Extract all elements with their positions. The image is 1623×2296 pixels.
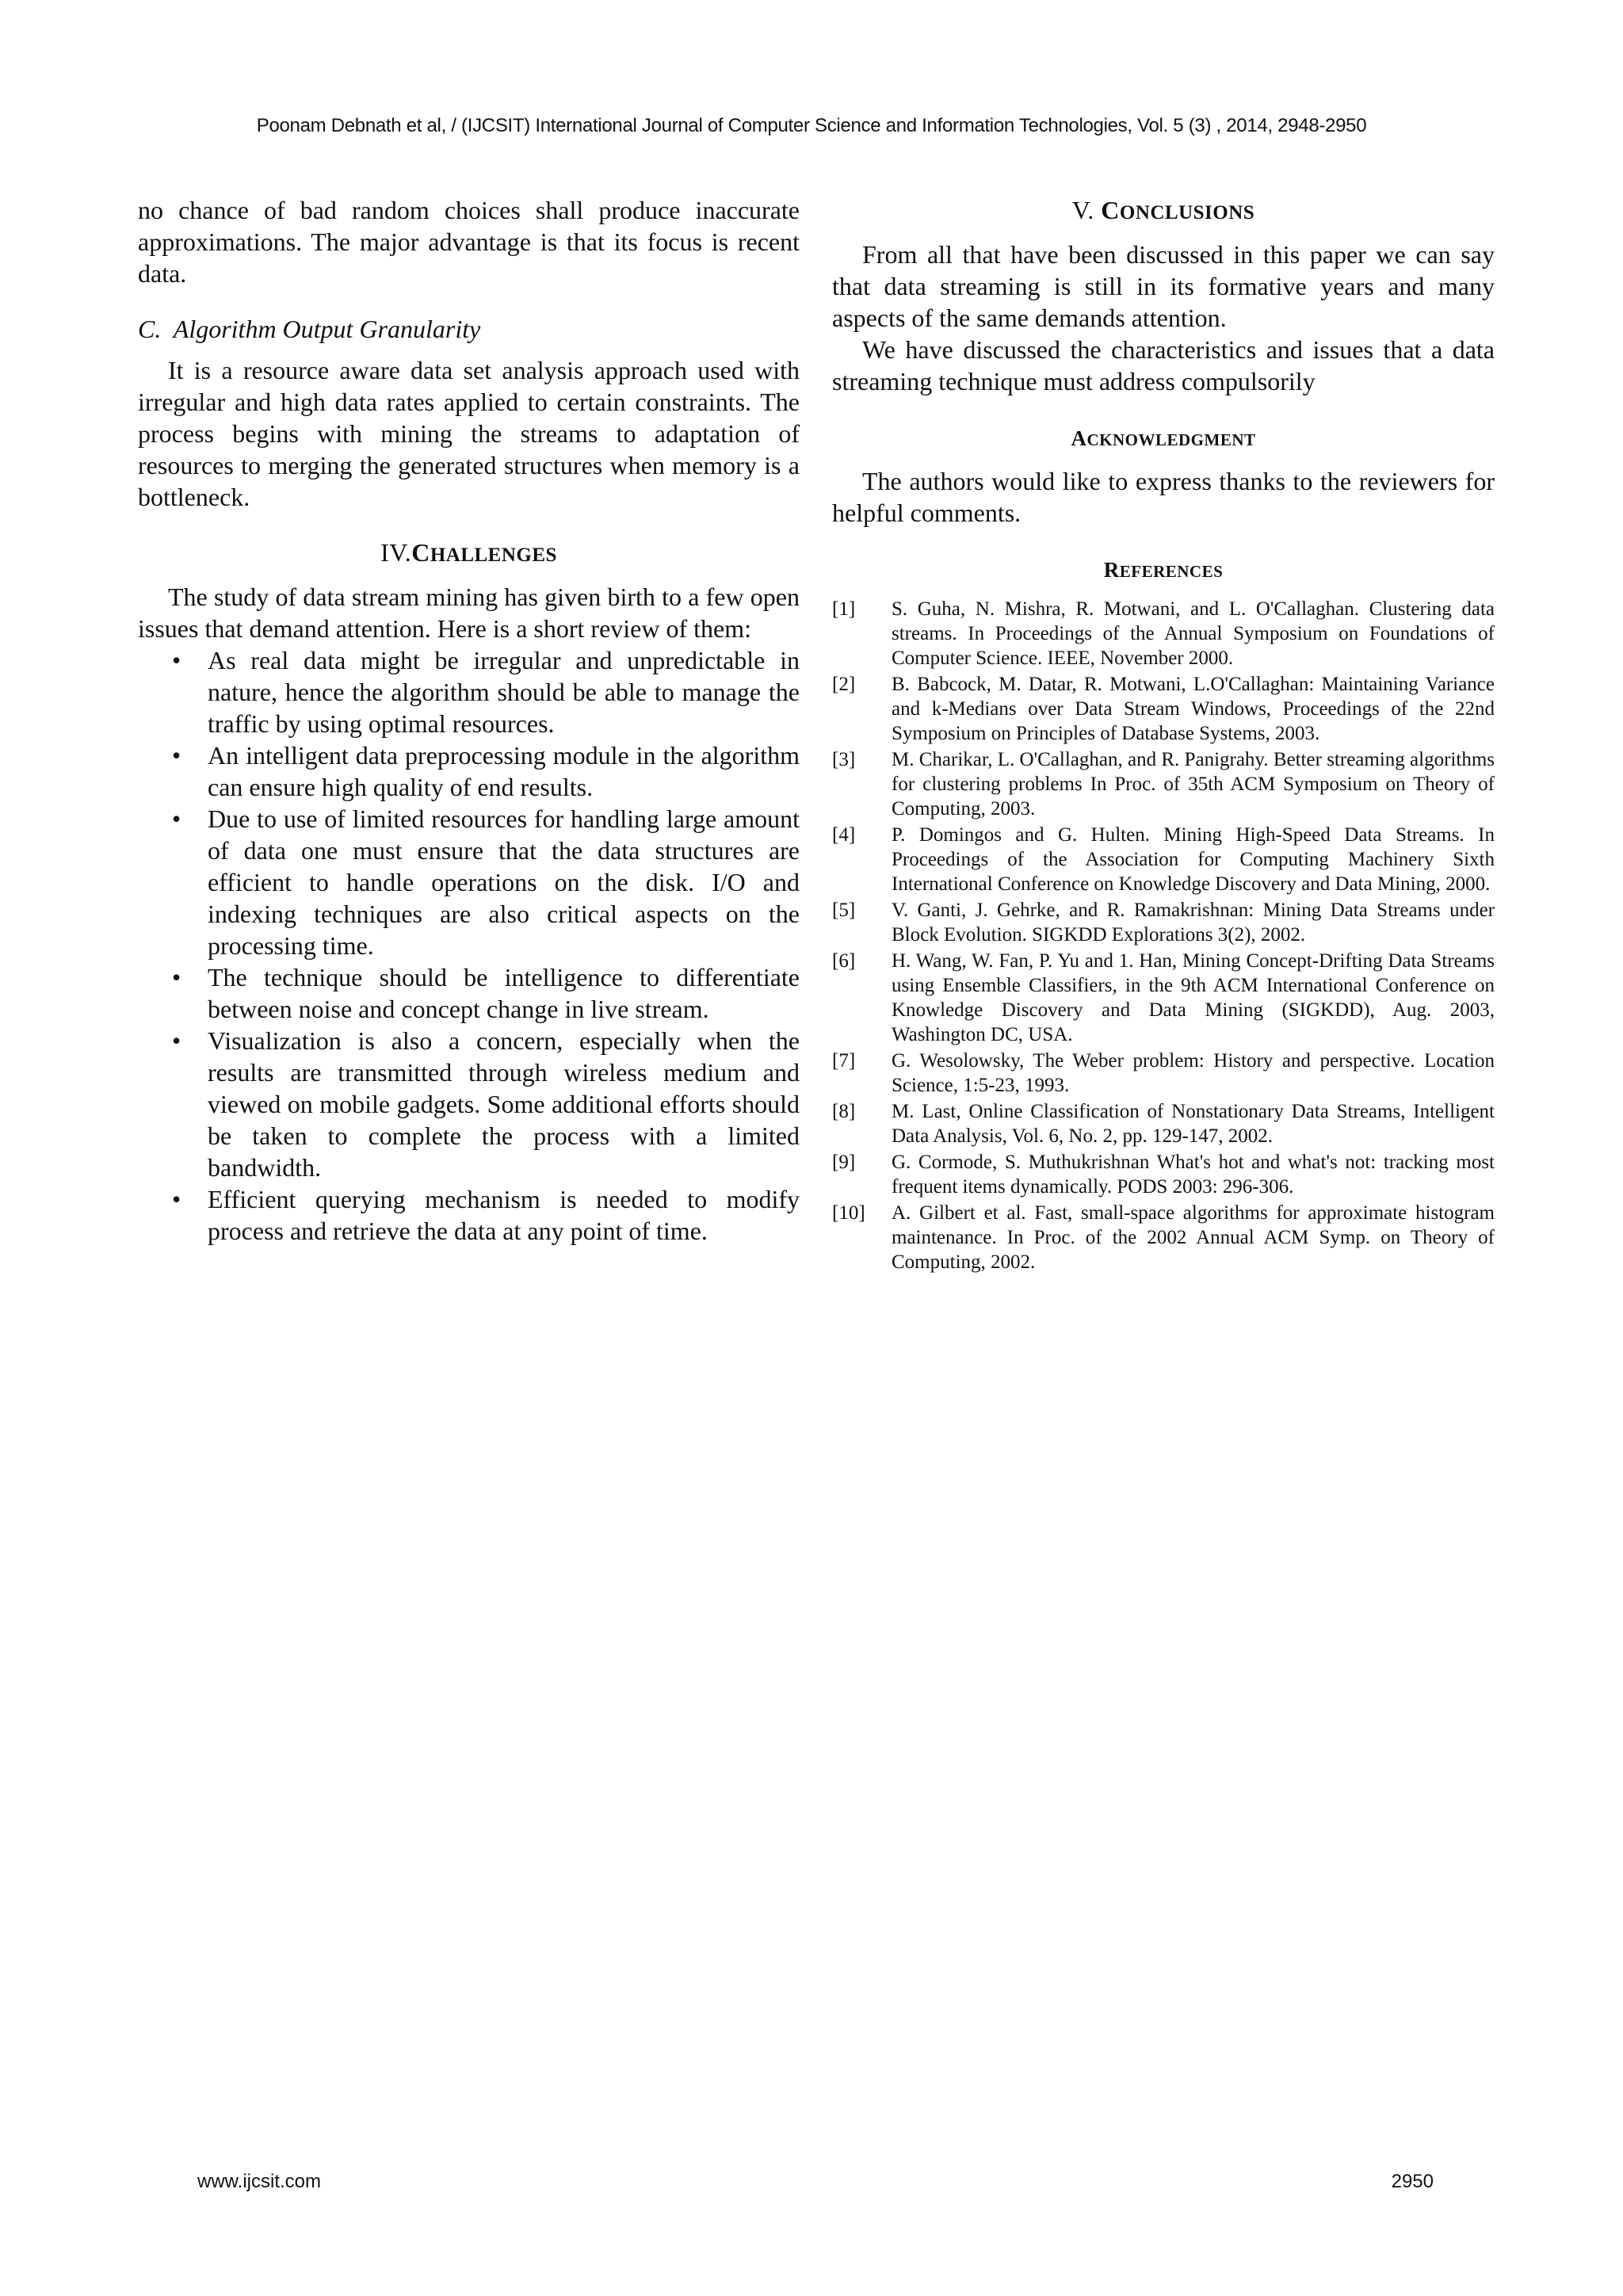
subsection-heading-c [138, 313, 800, 345]
section-title-initial: A [1071, 426, 1087, 450]
reference-text: A. Gilbert et al. Fast, small-space algorithms for approximate histogram maintenance. In Proc. of the 2002 Annual ACM Symp. on Theory of Computing, 2002. [892, 1202, 1495, 1273]
reference-item [832, 1201, 1495, 1274]
reference-item [832, 823, 1495, 896]
reference-item [832, 672, 1495, 746]
footer-website: www.ijcsit.com [197, 2171, 322, 2192]
intro-paragraph: no chance of bad random choices shall produce inaccurate approximations. The major advantage is that its focus is recent data. [138, 196, 800, 288]
reference-text: G. Cormode, S. Muthukrishnan What's hot and what's not: tracking most frequent items dynamically. PODS 2003: 296-306. [892, 1152, 1495, 1198]
reference-item [832, 898, 1495, 947]
running-header: Poonam Debnath et al, / (IJCSIT) International Journal of Computer Science and Information Technologies, Vol. 5 (3) , 2014, 2948-2950 [256, 115, 1367, 136]
reference-text: M. Last, Online Classification of Nonstationary Data Streams, Intelligent Data Analysis, Vol. 6, No. 2, pp. 129-147, 2002. [892, 1101, 1495, 1147]
reference-item [832, 1099, 1495, 1148]
reference-number: [8] [832, 1101, 856, 1122]
reference-text: M. Charikar, L. O'Callaghan, and R. Panigrahy. Better streaming algorithms for clustering problems In Proc. of 35th ACM Symposium on Theory of Computing, 2003. [892, 749, 1495, 819]
section-numeral: IV. [380, 538, 412, 567]
list-item [172, 1025, 800, 1183]
reference-number: [6] [832, 950, 856, 972]
list-item [172, 1183, 800, 1247]
right-column [832, 194, 1495, 1276]
conclusions-paragraph-2: We have discussed the characteristics and issues that a data streaming technique must address compulsorily [832, 335, 1495, 395]
reference-number: [7] [832, 1050, 856, 1072]
list-item-text: Visualization is also a concern, especially when the results are transmitted through wireless medium and viewed on mobile gadgets. Some additional efforts should be taken to complete the process with a limited bandwidth. [208, 1026, 800, 1182]
reference-text: S. Guha, N. Mishra, R. Motwani, and L. O'Callaghan. Clustering data streams. In Proceedings of the Annual Symposium on Foundations of Computer Science. IEEE, November 2000. [892, 598, 1495, 669]
list-item-text: The technique should be intelligence to differentiate between noise and concept change in live stream. [208, 963, 800, 1023]
section-title-initial: C [1101, 196, 1120, 224]
reference-text: H. Wang, W. Fan, P. Yu and 1. Han, Mining Concept-Drifting Data Streams using Ensemble Classifiers, in the 9th ACM International Conference on Knowledge Discovery and Data Mining (SIGKDD), Aug. 2003, Washington DC, USA. [892, 950, 1495, 1045]
reference-text: P. Domingos and G. Hulten. Mining High-Speed Data Streams. In Proceedings of the Association for Computing Machinery Sixth International Conference on Knowledge Discovery and Data Mining, 2000. [892, 824, 1495, 895]
challenges-paragraph: The study of data stream mining has given birth to a few open issues that demand attention. Here is a short review of them: [138, 583, 800, 643]
reference-item [832, 597, 1495, 670]
subsection-label: C. [138, 315, 162, 343]
subsection-paragraph: It is a resource aware data set analysis approach used with irregular and high data rates applied to certain constraints. The process begins with mining the streams to adaptation of resources to merging the generated structures when memory is a bottleneck. [138, 356, 800, 511]
section-title-initial: R [1103, 558, 1120, 582]
footer-page-number: 2950 [1391, 2171, 1434, 2192]
reference-text: B. Babcock, M. Datar, R. Motwani, L.O'Callaghan: Maintaining Variance and k-Medians over Data Stream Windows, Proceedings of the 22nd Symposium on Principles of Database Systems, 2003. [892, 674, 1495, 744]
reference-text: V. Ganti, J. Gehrke, and R. Ramakrishnan: Mining Data Streams under Block Evolution. SIGKDD Explorations 3(2), 2002. [892, 900, 1495, 946]
section-title-rest: CKNOWLEDGMENT [1086, 430, 1256, 449]
bullet-icon: • [172, 804, 181, 833]
list-item [172, 644, 800, 739]
list-item-text: An intelligent data preprocessing module in the algorithm can ensure high quality of end results. [208, 741, 800, 801]
section-title-rest: EFERENCES [1119, 562, 1224, 581]
reference-number: [3] [832, 749, 856, 770]
reference-item [832, 949, 1495, 1047]
section-heading-acknowledgment [832, 421, 1495, 456]
reference-number: [9] [832, 1152, 856, 1173]
bullet-icon: • [172, 1026, 181, 1055]
bullet-icon: • [172, 741, 181, 770]
bullet-icon: • [172, 646, 181, 674]
section-title-rest: ONCLUSIONS [1119, 202, 1255, 223]
list-item-text: Due to use of limited resources for handling large amount of data one must ensure that the data structures are efficient to handle operations on the disk. I/O and indexing techniques are also critical aspects on the processing time. [208, 804, 800, 960]
section-heading-references [832, 552, 1495, 587]
list-item [172, 803, 800, 961]
reference-item [832, 1150, 1495, 1199]
section-numeral: V. [1071, 196, 1094, 224]
reference-number: [4] [832, 824, 856, 846]
reference-number: [2] [832, 674, 856, 695]
list-item [172, 739, 800, 803]
acknowledgment-paragraph: The authors would like to express thanks to the reviewers for helpful comments. [832, 467, 1495, 527]
bullet-icon: • [172, 963, 181, 991]
list-item-text: Efficient querying mechanism is needed to modify process and retrieve the data at any point of time. [208, 1185, 800, 1245]
list-item-text: As real data might be irregular and unpredictable in nature, hence the algorithm should be able to manage the traffic by using optimal resources. [208, 646, 800, 738]
left-column [138, 194, 800, 1247]
reference-list [832, 597, 1495, 1274]
list-item [172, 961, 800, 1025]
reference-text: G. Wesolowsky, The Weber problem: History and perspective. Location Science, 1:5-23, 1993. [892, 1050, 1495, 1096]
subsection-title: Algorithm Output Granularity [173, 315, 481, 343]
reference-item [832, 747, 1495, 821]
conclusions-paragraph-1: From all that have been discussed in this paper we can say that data streaming is still in its formative years and many aspects of the same demands attention. [832, 240, 1495, 332]
section-title-rest: HALLENGES [430, 544, 557, 566]
reference-number: [5] [832, 900, 856, 921]
reference-number: [1] [832, 598, 856, 620]
reference-number: [10] [832, 1202, 865, 1224]
bullet-icon: • [172, 1185, 181, 1213]
reference-item [832, 1049, 1495, 1098]
section-heading-conclusions [832, 194, 1495, 229]
challenges-list [138, 644, 800, 1247]
section-heading-challenges [138, 537, 800, 571]
section-title-initial: C [411, 538, 430, 567]
